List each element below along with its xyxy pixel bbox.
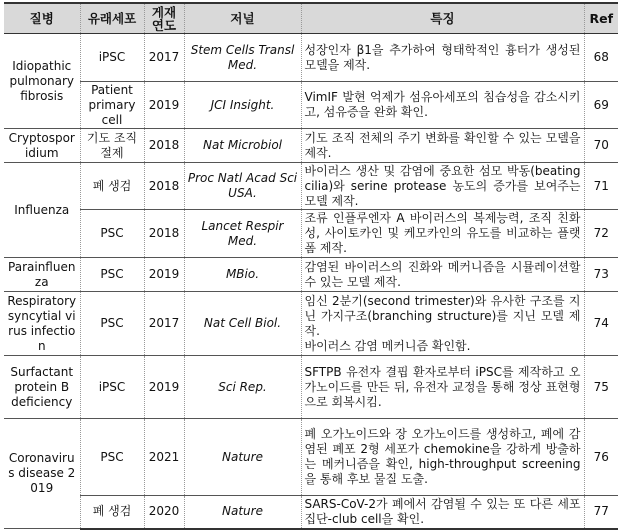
cell-ref: 71 xyxy=(584,163,618,210)
cell-year: 2019 xyxy=(144,82,184,129)
cell-journal: Proc Natl Acad Sci USA. xyxy=(184,163,301,210)
cell-ref: 75 xyxy=(584,356,618,419)
table-wrapper xyxy=(4,2,618,530)
cell-year: 2017 xyxy=(144,292,184,356)
cell-features: SFTPB 유전자 결핍 환자로부터 iPSC를 제작하고 오가노이드를 만든 뒤, 유전자 교정을 통해 정상 표현형으로 회복시킴. xyxy=(301,356,584,419)
cell-disease: Idiopathic pulmonary fibrosis xyxy=(4,34,80,129)
table-row xyxy=(4,129,618,163)
cell-features: 기도 조직 전체의 주기 변화를 확인할 수 있는 모델을 제작. xyxy=(301,129,584,163)
cell-ref: 72 xyxy=(584,210,618,258)
cell-ref: 74 xyxy=(584,292,618,356)
cell-ref: 70 xyxy=(584,129,618,163)
cell-source: iPSC xyxy=(80,34,144,82)
header-row xyxy=(4,3,618,34)
cell-source: 기도 조직 절제 xyxy=(80,129,144,163)
cell-year: 2018 xyxy=(144,210,184,258)
cell-journal: Lancet Respir Med. xyxy=(184,210,301,258)
cell-disease: Coronavirus disease 2019 xyxy=(4,419,80,529)
cell-journal: Sci Rep. xyxy=(184,356,301,419)
table-row xyxy=(4,292,618,356)
cell-features: 바이러스 생산 및 감염에 중요한 섬모 박동(beating cilia)와 serine protease 농도의 증가를 보여주는 모델 제작. xyxy=(301,163,584,210)
cell-source: PSC xyxy=(80,258,144,292)
table-row xyxy=(4,34,618,82)
cell-features: VimIF 발현 억제가 섬유아세포의 침습성을 감소시키고, 섬유증을 완화 확인. xyxy=(301,82,584,129)
header-features: 특징 xyxy=(301,3,584,34)
cell-disease: Respiratory syncytial virus infection xyxy=(4,292,80,356)
table-row xyxy=(4,258,618,292)
table-row xyxy=(4,496,618,529)
cell-source: PSC xyxy=(80,292,144,356)
cell-ref: 73 xyxy=(584,258,618,292)
cell-journal: Nature xyxy=(184,496,301,529)
cell-year: 2018 xyxy=(144,129,184,163)
cell-year: 2021 xyxy=(144,419,184,496)
cell-disease: Cryptosporidium xyxy=(4,129,80,163)
cell-source: PSC xyxy=(80,210,144,258)
header-year xyxy=(144,3,184,34)
cell-features-line2: 바이러스 감염 메커니즘 확인함. xyxy=(304,338,471,353)
table-row xyxy=(4,82,618,129)
cell-features: SARS-CoV-2가 폐에서 감염될 수 있는 또 다른 세포 집단-club cell을 확인. xyxy=(301,496,584,529)
cell-year: 2018 xyxy=(144,163,184,210)
cell-features: 성장인자 β1을 추가하여 형태학적인 흉터가 생성된 모델을 제작. xyxy=(301,34,584,82)
header-cell: 유래세포 xyxy=(80,3,144,34)
cell-source: 폐 생검 xyxy=(80,163,144,210)
cell-journal: JCI Insight. xyxy=(184,82,301,129)
cell-source: 폐 생검 xyxy=(80,496,144,529)
cell-year: 2020 xyxy=(144,496,184,529)
header-year-line1: 게재 xyxy=(151,4,177,20)
cell-source: PSC xyxy=(80,419,144,496)
header-ref: Ref xyxy=(584,3,618,34)
cell-disease: Surfactant protein B deficiency xyxy=(4,356,80,419)
header-year-line2: 연도 xyxy=(151,17,177,33)
cell-disease: Influenza xyxy=(4,163,80,258)
cell-year: 2017 xyxy=(144,34,184,82)
cell-ref: 68 xyxy=(584,34,618,82)
cell-journal: Nat Microbiol xyxy=(184,129,301,163)
cell-ref: 77 xyxy=(584,496,618,529)
table-row xyxy=(4,163,618,210)
cell-ref: 69 xyxy=(584,82,618,129)
cell-year: 2019 xyxy=(144,356,184,419)
cell-disease: Parainfluenza xyxy=(4,258,80,292)
cell-features: 폐 오가노이드와 장 오가노이드를 생성하고, 폐에 감염된 폐포 2형 세포가 chemokine을 강하게 방출하는 메커니즘을 확인, high-throughput screening을 통해 후보 물질 도출. xyxy=(301,419,584,496)
cell-journal: MBio. xyxy=(184,258,301,292)
header-journal: 저널 xyxy=(184,3,301,34)
cell-ref: 76 xyxy=(584,419,618,496)
table-row xyxy=(4,356,618,419)
cell-source: Patient primary cell xyxy=(80,82,144,129)
table-row xyxy=(4,210,618,258)
cell-source: iPSC xyxy=(80,356,144,419)
cell-journal: Nature xyxy=(184,419,301,496)
cell-features: 감염된 바이러스의 진화와 메커니즘을 시뮬레이션할 수 있는 모델 제작. xyxy=(301,258,584,292)
header-disease: 질병 xyxy=(4,3,80,34)
cell-features xyxy=(301,292,584,356)
cell-journal: Stem Cells Transl Med. xyxy=(184,34,301,82)
cell-journal: Nat Cell Biol. xyxy=(184,292,301,356)
cell-year: 2019 xyxy=(144,258,184,292)
organoid-disease-table xyxy=(4,2,618,530)
cell-features-line1: 임신 2분기(second trimester)와 유사한 구조를 지닌 가지구조(branching structure)를 지닌 모델 제작. xyxy=(304,293,581,338)
cell-features: 조류 인플루엔자 A 바이러스의 복제능력, 조직 친화성, 사이토카인 및 케모카인의 유도를 비교하는 플랫폼 제작. xyxy=(301,210,584,258)
table-row xyxy=(4,419,618,496)
